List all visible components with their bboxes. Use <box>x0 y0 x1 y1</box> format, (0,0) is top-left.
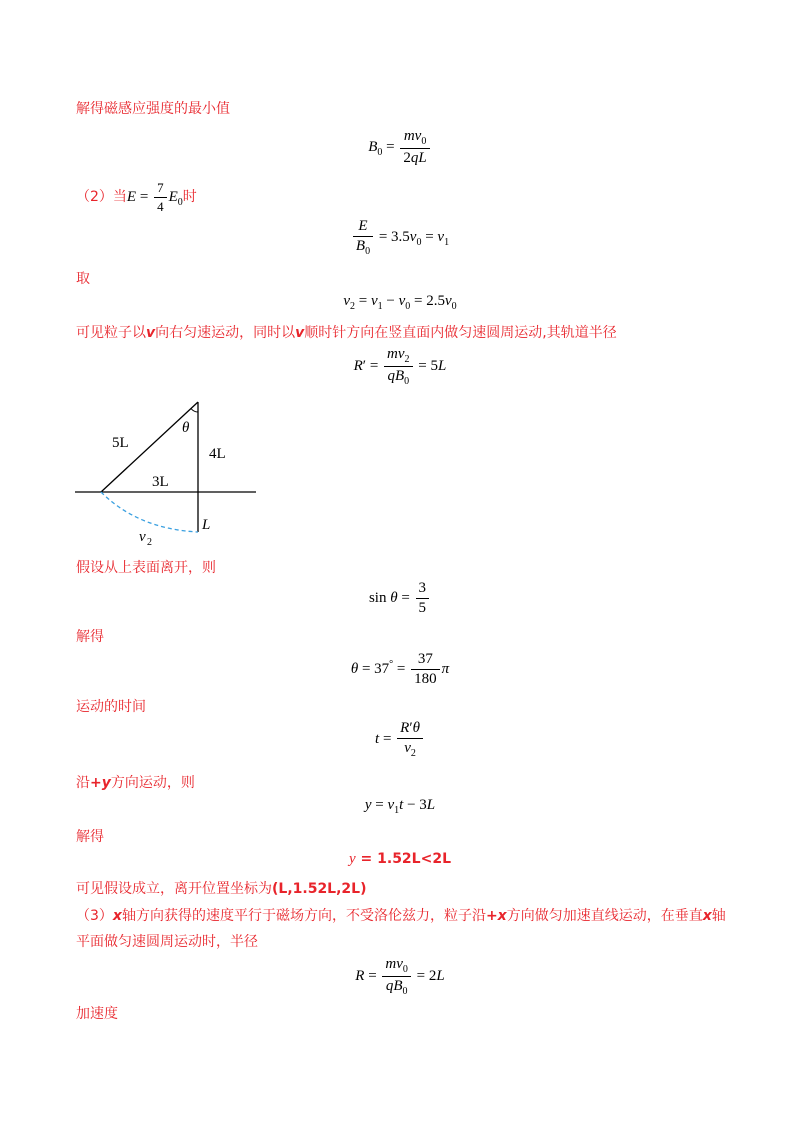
text-line-3: 取 <box>76 271 90 287</box>
equation-e-over-b: $\frac{E}{B_0}$ = $3.5v_0 = v_1$ <box>0 218 800 257</box>
angle-arc <box>191 409 198 413</box>
equation-r-prime: R′ = $\frac{mv_2}{qB_0}$ = 5L <box>353 346 447 387</box>
trajectory-arc <box>101 492 198 532</box>
geometry-diagram <box>70 395 270 555</box>
equation-y-result: y = 1.52L<2L <box>348 851 451 867</box>
text-line-4: 可见粒子以v向右匀速运动，同时以v顺时针方向在竖直面内做匀速圆周运动,其轨道半径 <box>76 325 617 341</box>
text-line-11: （3）x轴方向获得的速度平行于磁场方向，不受洛伦兹力，粒子沿+x方向做匀加速直线运动，在垂直x轴 <box>76 908 726 924</box>
label-3l: 3L <box>152 474 169 490</box>
label-theta: θ <box>182 420 190 436</box>
equation-v2: $v_2 = v_1 - v_0 = 2.5v_0$ <box>343 293 457 312</box>
label-l: L <box>202 517 211 533</box>
equation-sin: sin θ = $\frac{3}{5}$ <box>0 580 800 617</box>
text-line-7: 运动的时间 <box>76 699 146 715</box>
label-v: v <box>139 529 146 545</box>
text-line-8: 沿+y方向运动，则 <box>76 775 195 791</box>
equation-time: t = $\frac{R'\theta}{v_2}$ <box>0 720 800 759</box>
equation-r: R = $\frac{mv_0}{qB_0}$ = 2L <box>355 956 445 997</box>
text-line-13: 加速度 <box>76 1006 118 1022</box>
equation-theta: θ = 37° = $\frac{37}{180}$ π <box>350 651 450 687</box>
text-line-12: 平面做匀速圆周运动时，半径 <box>76 934 258 950</box>
equation-b0: $B_0$ = $\frac{mv_0}{2qL}$ <box>0 128 800 167</box>
label-5l: 5L <box>112 435 129 451</box>
text-line-1: 解得磁感应强度的最小值 <box>76 101 230 117</box>
text-line-9: 解得 <box>76 829 104 845</box>
text-line-10: 可见假设成立，离开位置坐标为(L,1.52L,2L) <box>76 881 367 897</box>
equation-y: $y = v_1t - 3L$ <box>364 797 436 816</box>
text-line-6: 解得 <box>76 629 104 645</box>
text-line-2: （2）当E = $\frac{7}{4}$ $E_0$时 <box>76 180 197 214</box>
text-line-5: 假设从上表面离开，则 <box>76 560 216 576</box>
label-4l: 4L <box>209 446 226 462</box>
label-v-sub: 2 <box>147 537 152 548</box>
